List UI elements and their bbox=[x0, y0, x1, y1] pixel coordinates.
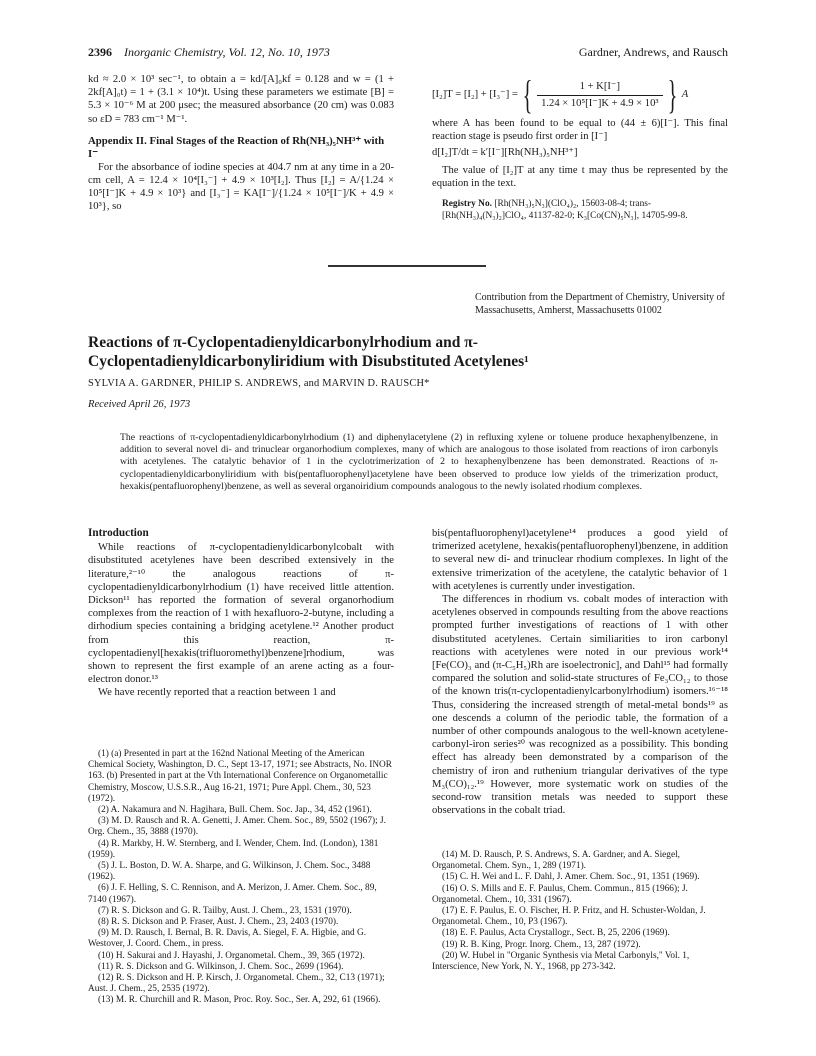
footnote: (12) R. S. Dickson and H. P. Kirsch, J. Organometal. Chem., 32, C13 (1971); Aust. J. Chem., 25, 2535 (1972). bbox=[88, 973, 385, 995]
received-date: Received April 26, 1973 bbox=[88, 399, 191, 410]
fraction-numerator: 1 + K[I⁻] bbox=[579, 81, 621, 93]
footnote: (9) M. D. Rausch, I. Bernal, B. R. Davis, A. Siegel, F. A. Higbie, and G. Westover, J. Coord. Chem., in press. bbox=[88, 928, 367, 950]
appendix-i-tail: kd ≈ 2.0 × 10³ sec⁻¹, to obtain a = kd/[A]₀kf = 0.128 and w = (1 + 2kf[A]₀t) = 1 + (3.1 × 10⁴)t. Using these parameters we estimate [B] = 5.3 × 10⁻⁶ M at 200 μsec; the measured absorbance (20 cm) was 0.083 so εD = 783 cm⁻¹ M⁻¹. bbox=[88, 74, 394, 125]
footnote: (17) E. F. Paulus, E. O. Fischer, H. P. Fritz, and H. Schuster-Woldan, J. Organometal. Chem., 10, P3 (1967). bbox=[432, 906, 706, 928]
footnote: (18) E. F. Paulus, Acta Crystallogr., Sect. B, 25, 2206 (1969). bbox=[442, 928, 670, 939]
appendix-left-column bbox=[88, 73, 394, 214]
footnote: (11) R. S. Dickson and G. Wilkinson, J. Chem. Soc., 2699 (1964). bbox=[98, 961, 344, 972]
appendix-right-column bbox=[432, 73, 728, 222]
author-byline: SYLVIA A. GARDNER, PHILIP S. ANDREWS, and MARVIN D. RAUSCH* bbox=[88, 378, 430, 389]
introduction-paragraph-1: While reactions of π-cyclopentadienyldicarbonylcobalt with disubstituted acetylenes have been described extensively in the literature,²⁻¹⁰ the analogous reactions of π-cyclopentadienyldicarbonylrhodium (1) have received little attention. Dickson¹¹ has reported the formation of several organorhodium complexes from the reaction of 1 with hexafluoro-2-butyne, including a dirhodium species containing a bridging acetylene.¹² Another product from this reaction, π-cyclopentadienyl[hexakis(trifluoromethyl)benzene]rhodium, was shown to represent the first example of an arene acting as a four-electron donor.¹³ bbox=[88, 542, 394, 686]
contribution-note: Contribution from the Department of Chemistry, University of Massachusetts, Amherst, Massachusetts 01002 bbox=[475, 292, 725, 316]
footnote: (4) R. Markby, H. W. Sternberg, and I. Wender, Chem. Ind. (London), 1381 (1959). bbox=[88, 838, 379, 860]
right-brace: } bbox=[667, 72, 677, 117]
footnote: (13) M. R. Churchill and R. Mason, Proc. Roy. Soc., Ser. A, 292, 61 (1966). bbox=[98, 995, 381, 1006]
equation-rhs: A bbox=[681, 89, 689, 101]
fraction-denominator: 1.24 × 10⁵[I⁻]K + 4.9 × 10³ bbox=[537, 95, 662, 110]
registry-label: Registry No. bbox=[442, 199, 492, 210]
introduction-paragraph-2: We have recently reported that a reaction between 1 and bbox=[98, 687, 336, 699]
equation-lhs: [I₂]T = [I₂] + [I₃⁻] = bbox=[432, 89, 518, 101]
article-divider bbox=[328, 265, 486, 267]
footnote: (6) J. F. Helling, S. C. Rennison, and A. Merizon, J. Amer. Chem. Soc., 89, 7140 (1967). bbox=[88, 883, 377, 905]
footnote: (7) R. S. Dickson and G. R. Tailby, Aust. J. Chem., 23, 1531 (1970). bbox=[98, 905, 352, 916]
footnote: (14) M. D. Rausch, P. S. Andrews, S. A. Gardner, and A. Siegel, Organometal. Chem. Syn., 1, 289 (1971). bbox=[432, 850, 680, 872]
registry-numbers bbox=[432, 198, 728, 222]
footnote: (8) R. S. Dickson and P. Fraser, Aust. J. Chem., 23, 2403 (1970). bbox=[98, 917, 339, 928]
appendix-ii-text: For the absorbance of iodine species at 404.7 nm at any time in a 20-cm cell, A = 12.4 × 10⁴[I₃⁻] + 4.9 × 10³[I₂]. Thus [I₂] = A/{1.24 × 10⁵[I⁻]K + 4.9 × 10³} and [I₃⁻] = KA[I⁻]/{1.24 × 10⁵[I⁻]/K + 4.9 × 10³}, so bbox=[88, 161, 394, 213]
footnote: (5) J. L. Boston, D. W. A. Sharpe, and G. Wilkinson, J. Chem. Soc., 3488 (1962). bbox=[88, 861, 371, 883]
footnote: (3) M. D. Rausch and R. A. Genetti, J. Amer. Chem. Soc., 89, 5502 (1967); J. Org. Chem., 35, 3888 (1970). bbox=[88, 816, 386, 838]
iodine-equation bbox=[432, 73, 728, 117]
footnote: (20) W. Hubel in "Organic Synthesis via Metal Carbonyls," Vol. 1, Interscience, New York, N. Y., 1968, pp 273-342. bbox=[432, 950, 690, 973]
footnote: (15) C. H. Wei and L. F. Dahl, J. Amer. Chem. Soc., 91, 1351 (1969). bbox=[442, 872, 700, 883]
footnote: (16) O. S. Mills and E. F. Paulus, Chem. Commun., 815 (1966); J. Organometal. Chem., 10, 331 (1967). bbox=[432, 883, 688, 905]
journal-citation: Inorganic Chemistry, Vol. 12, No. 10, 1973 bbox=[124, 45, 330, 59]
footnote: (10) H. Sakurai and J. Hayashi, J. Organometal. Chem., 39, 365 (1972). bbox=[98, 950, 365, 961]
footnote: (2) A. Nakamura and N. Hagihara, Bull. Chem. Soc. Jap., 34, 452 (1961). bbox=[98, 805, 372, 816]
article-title: Reactions of π-Cyclopentadienyldicarbonylrhodium and π-Cyclopentadienyldicarbonyliridium with Disubstituted Acetylenes¹ bbox=[88, 334, 529, 370]
registry-text: [Rh(NH₃)₅N₃](ClO₄)₂, 15603-08-4; trans-[Rh(NH₃)₄(N₃)₂]ClO₄, 41137-82-0; K₃[Co(CN)₅N₃], 14705-99-8. bbox=[442, 199, 688, 222]
equation-fraction bbox=[537, 80, 662, 109]
left-brace: { bbox=[522, 72, 533, 117]
appendix-conclusion: The value of [I₂]T at any time t may thus be represented by the equation in the text. bbox=[432, 164, 728, 189]
running-authors: Gardner, Andrews, and Rausch bbox=[578, 45, 728, 59]
footnotes-right bbox=[432, 850, 728, 973]
footnote: (19) R. B. King, Progr. Inorg. Chem., 13, 287 (1972). bbox=[442, 939, 641, 950]
appendix-ii-heading: Appendix II. Final Stages of the Reaction of Rh(NH₃)₅NH³⁺ with I⁻ bbox=[88, 134, 385, 160]
footnote: (1) (a) Presented in part at the 162nd National Meeting of the American Chemical Society, Washington, D. C., Sept 13-17, 1971; see Abstracts, No. INOR 163. (b) Presented in part at the Vth International Conference on Organometallic Chemistry, Moscow, U.S.S.R., Aug 16-21, 1971; Pure Appl. Chem., 30, 523 (1972). bbox=[88, 749, 392, 804]
introduction-paragraph-4: The differences in rhodium vs. cobalt modes of interaction with acetylenes observed in compounds resulting from the above reactions prompted further investigations of reactions of 1 with other disubstituted acetylenes. Certain similiarities to iron carbonyl reactions with acetylenes were noted in our previous work¹⁴ [Fe(CO)₃ and (π-C₅H₅)Rh are isoelectronic], and Dahl¹⁵ had formally compared the solution and solid-state structures of Fe₃CO₁₂ to those of the known tris(π-cyclopentadienylcarbonylrhodium) isomers.¹⁶⁻¹⁸ Thus, considering the increased strength of metal-metal bonds¹⁹ as one descends a column of the periodic table, the formation of a number of other compounds analogous to the well-known acetylene-carbonyl-iron series²⁰ was recognized as a possibility. This bonding effect has already been demonstrated by a comparison of the chemistry of iron and ruthenium triangular derivatives of the type M₃(CO)₁₂.¹⁹ However, more systematic work on studies of the second-row transition metals was needed to support these observations in the cobalt triad. bbox=[432, 594, 728, 817]
page-number: 2396 bbox=[88, 45, 112, 59]
rate-equation: d[I₂]T/dt = k′[I⁻][Rh(NH₃)₅NH³⁺] bbox=[432, 147, 578, 159]
introduction-left-column bbox=[88, 527, 394, 700]
introduction-paragraph-3: bis(pentafluorophenyl)acetylene¹⁴ produces a good yield of trimerized acetylene, hexakis(pentafluorophenyl)benzene, in addition to several new di- and trinuclear rhodium complexes. In light of the extensive trimerization of the acetylene, the catalytic behavior of 1 with acetylenes is currently under investigation. bbox=[432, 528, 728, 592]
first-order-text: where A has been found to be equal to (44 ± 6)[I⁻]. This final reaction stage is pseudo first order in [I⁻] bbox=[432, 118, 728, 143]
introduction-right-column bbox=[432, 527, 728, 817]
running-header bbox=[88, 45, 728, 61]
abstract: The reactions of π-cyclopentadienyldicarbonylrhodium (1) and diphenylacetylene (2) in refluxing xylene or toluene produce hexaphenylbenzene, in addition to several novel di- and trinuclear organorhodium complexes, many of which are analogous to those isolated from reactions of iron carbonyls with acetylenes. The catalytic behavior of 1 in the cyclotrimerization of 2 to hexaphenylbenzene has been demonstrated. Reactions of π-cyclopentadienyldicarbonyliridium with bis(pentafluorophenyl)acetylene have been observed to produce low yields of the trimerization product, hexakis(pentafluorophenyl)benzene, as well as several organoiridium compounds analogous to the newly isolated rhodium complexes. bbox=[120, 432, 718, 492]
footnotes-left bbox=[88, 749, 394, 1007]
introduction-heading: Introduction bbox=[88, 527, 149, 539]
